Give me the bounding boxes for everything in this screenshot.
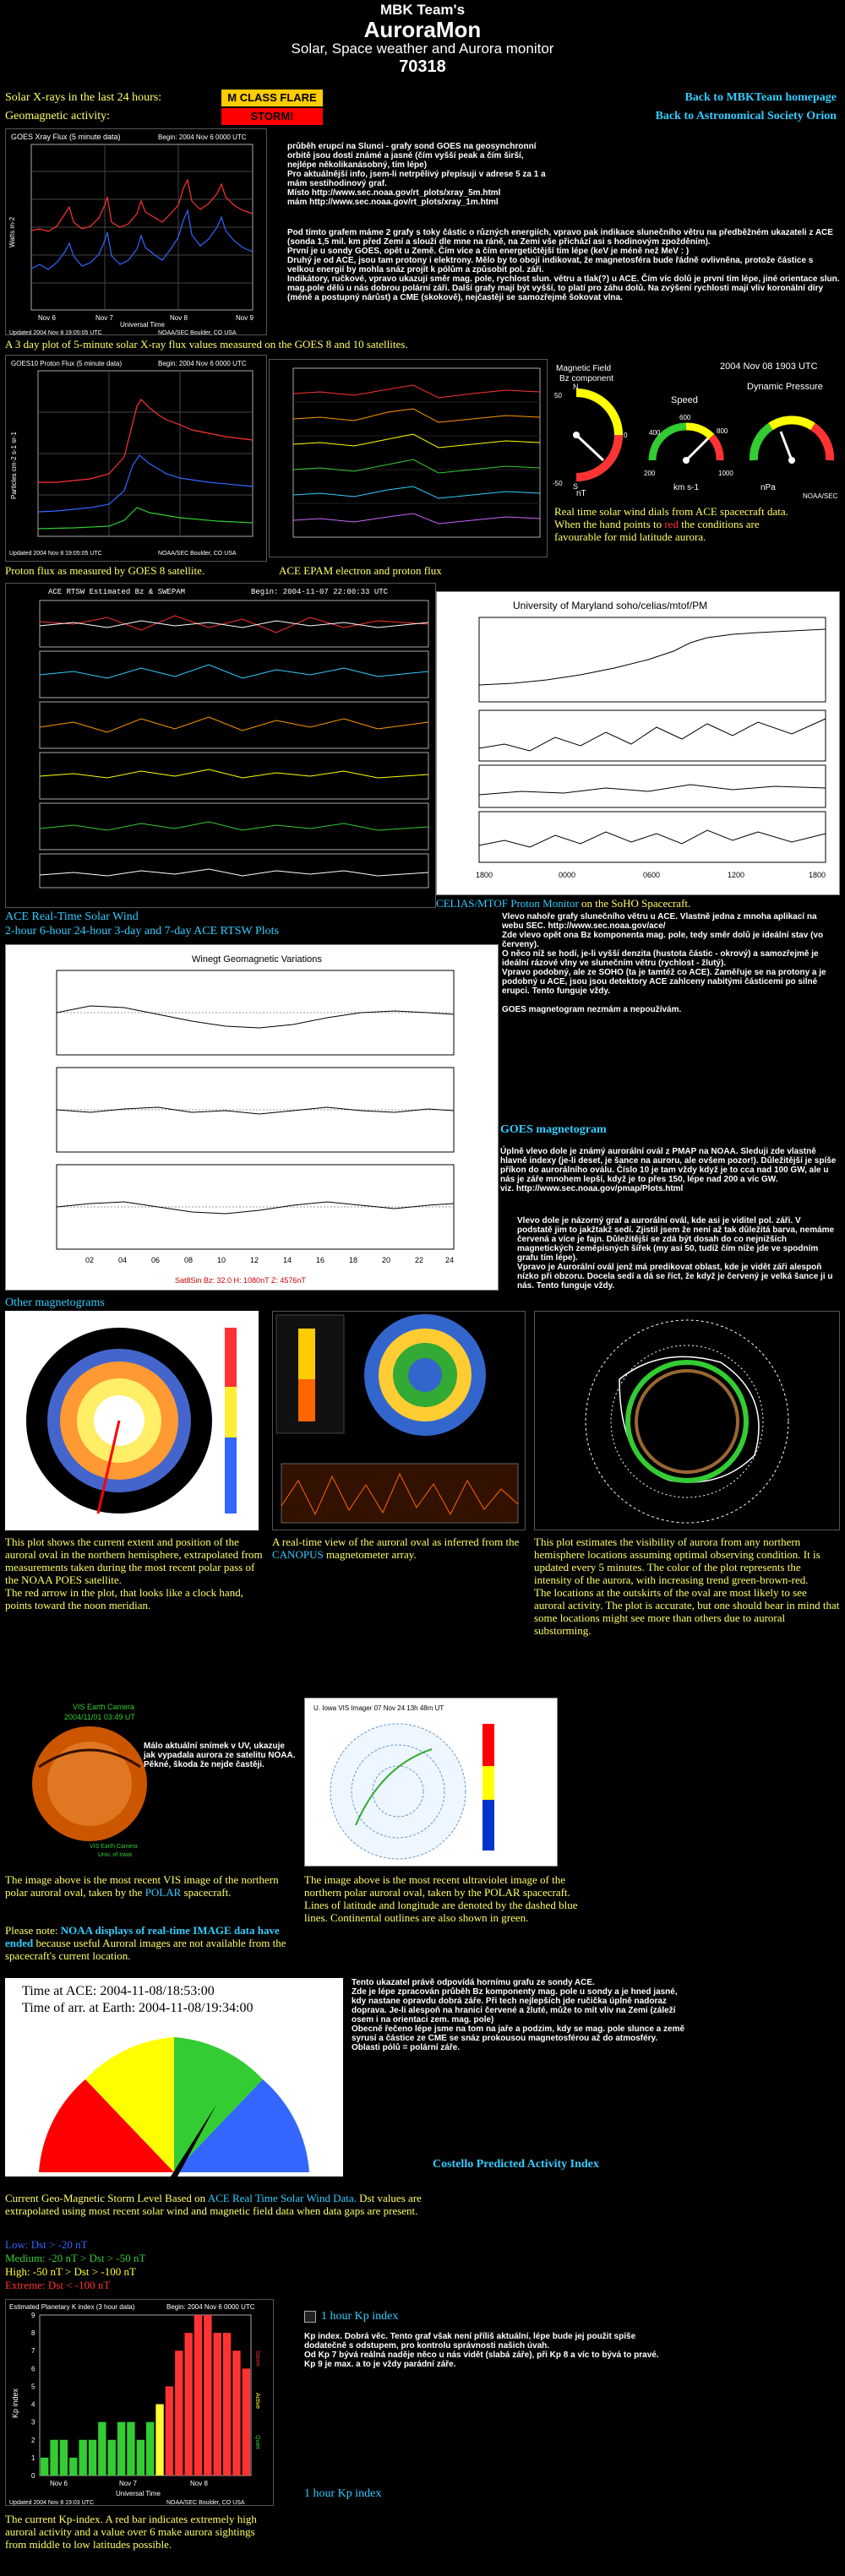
epam-caption: ACE EPAM electron and proton flux — [279, 564, 442, 577]
kp-bar — [194, 2315, 202, 2475]
bz-title: Magnetic Field — [556, 364, 612, 373]
speed-unit: km s-1 — [673, 483, 699, 492]
mag-x-20: 20 — [382, 1256, 391, 1264]
kp-bar — [127, 2422, 134, 2475]
dst-legend — [5, 2238, 145, 2292]
kp-begin: Begin: 2004 Nov 6 0000 UTC — [166, 2303, 255, 2311]
proton-cz-note: Pod tímto grafem máme 2 grafy s toky částic o různých energiích, vpravo pak indikace slunečního větru na předběžném ukazateli z ACE (sonda 1,5 mil. km před Zemí a slouží dle mne na ráně, na Zemi vše přichází asi s hodinovým zpožděním). První je u sondy GOES, opět u Země. Čím více a čím energetičtější tím lépe (keV je méně než MeV : ) Druhý je od ACE, jsou tam protony i elektrony. Mělo by to obojí indikovat, že magnetosféra bude řádně ovlivněna, protože částice s velkou energií by mohla snáz projít k pólům a způsobit pol. záři. Indikátory, ručkové, vpravo ukazují směr mag. pole, rychlost slun. větru a tlak(?) u ACE. Čím víc dolů je první tím lépe, jiné orientace slun. mag.pole dělú u nás dobrou polární záři. Další grafy mají být vyšší, to platí pro záhu dolů. Na zvýšení rychlosti mají vliv koronální díry (méně a postupný nárůst) a CME (skokově), nejčastěji se samozřejmě šokovat vlna. — [287, 228, 840, 302]
ace-rtsw-chart — [6, 584, 437, 909]
polar-link[interactable]: POLAR — [144, 1886, 182, 1899]
celias-day-4: 1200 — [728, 871, 745, 879]
note-bold[interactable]: NOAA displays of real-time IMAGE data have ended — [5, 1924, 280, 1949]
ace-rtsw-plot — [5, 583, 436, 908]
kp-bar — [60, 2440, 68, 2475]
kp-day-2: Nov 7 — [119, 2480, 137, 2487]
costello-caption-b: Dst values are extrapolated using most recent solar wind and magnetic field data when data gaps are present. — [5, 2192, 422, 2217]
vis-earth-svg — [5, 1699, 153, 1860]
proton-flux-chart — [6, 356, 268, 562]
kp-ytick: 9 — [31, 2312, 35, 2319]
kp-ytick: 6 — [31, 2365, 35, 2373]
speed-tick-1000: 1000 — [718, 470, 733, 477]
kp-label-quiet: Quiet — [254, 2435, 260, 2449]
dp-credit: NOAA/SEC — [803, 492, 838, 500]
proton-caption: Proton flux as measured by GOES 8 satellite. — [5, 564, 205, 577]
geomag-storm-badge: STORM! — [221, 108, 323, 125]
dp-needle — [781, 432, 792, 460]
gauge-caption — [554, 505, 808, 543]
goes-magnetogram-plot — [5, 944, 499, 1291]
goes-magnetogram-link[interactable]: GOES magnetogram — [500, 1123, 607, 1136]
dp-unit: nPa — [760, 483, 776, 492]
vis-caption-b: spacecraft. — [183, 1886, 232, 1899]
gauge-caption-red: red — [664, 518, 679, 530]
visibility-map-svg — [535, 1312, 841, 1531]
xray-flare-badge: M CLASS FLARE — [221, 90, 323, 106]
geomag-status-label: Geomagnetic activity: — [5, 110, 111, 122]
xray-series-short — [31, 210, 253, 269]
xray-caption: A 3 day plot of 5-minute solar X-ray flux values measured on the GOES 8 and 10 satellites. — [5, 338, 408, 351]
kp-day-1: Nov 6 — [50, 2480, 68, 2487]
kp-bar — [184, 2333, 192, 2475]
proton-series-green — [38, 508, 253, 529]
uvi-polar-image — [304, 1698, 558, 1867]
speed-tick-600: 600 — [679, 414, 691, 421]
kp-credit: NOAA/SEC Boulder, CO USA — [166, 2500, 245, 2506]
kp-ytick: 5 — [31, 2383, 35, 2391]
canopus-oval-image — [272, 1311, 526, 1530]
bz-tick-zero: 0 — [624, 432, 628, 439]
solar-wind-gauges — [551, 359, 842, 503]
ace-rtsw-plots-link[interactable]: 2-hour 6-hour 24-hour 3-day and 7-day ACE RTSW Plots — [5, 925, 279, 937]
vis-footer-2: Univ. of Iowa — [98, 1852, 132, 1858]
speed-tick-800: 800 — [717, 427, 728, 435]
rtsw-begin: Begin: 2004-11-07 22:00:33 UTC — [251, 588, 389, 596]
kp-ytick: 8 — [31, 2329, 35, 2338]
mag-x-02: 02 — [85, 1256, 95, 1264]
costello-gauge — [5, 1978, 343, 2177]
vis-caption — [5, 1873, 292, 1899]
celias-day-5: 1800 — [809, 871, 826, 879]
celias-day-2: 0000 — [559, 871, 576, 879]
xray-day-1: Nov 6 — [38, 314, 56, 322]
kp-hour-title-row — [304, 2310, 659, 2323]
kp-day-3: Nov 8 — [190, 2480, 208, 2487]
xray-status-label: Solar X-rays in the last 24 hours: — [5, 91, 162, 104]
site-title: AuroraMon — [363, 17, 482, 42]
celias-title: University of Maryland soho/celias/mtof/PM — [513, 600, 708, 611]
celias-link-row — [436, 897, 842, 910]
gauges-svg — [551, 359, 842, 503]
canopus-caption-b: magnetometer array. — [325, 1548, 417, 1561]
kp-title: Estimated Planetary K index (3 hour data) — [9, 2303, 135, 2311]
mag-x-06: 06 — [151, 1256, 161, 1264]
speed-needle — [686, 438, 708, 460]
site-subtitle: Solar, Space weather and Aurora monitor — [291, 41, 554, 57]
kp-ticks — [31, 2312, 35, 2480]
speed-title: Speed — [671, 395, 698, 405]
proton-series-blue — [38, 455, 253, 512]
poes-caption: This plot shows the current extent and position of the auroral oval in the northern hemisphere, extrapolated from measurements taken during the most recent polar pass of the NOAA POES satellite. The red arrow in the plot, that looks like a clock hand, points toward the noon meridian. — [5, 1535, 263, 1611]
kp-bar — [69, 2458, 77, 2475]
note-suffix: because useful Auroral images are not available from the spacecraft's current location. — [5, 1937, 286, 1962]
kp-bars — [41, 2315, 250, 2475]
xray-credit: NOAA/SEC Boulder, CO USA — [158, 330, 237, 336]
kp-bar — [223, 2333, 231, 2475]
bz-subtitle: Bz component — [559, 374, 613, 383]
image-placeholder-icon — [304, 2311, 316, 2323]
celias-cz-note: Vlevo nahoře grafy slunečního větru u ACE. Vlastně jedna z mnoha aplikací na webu SEC. http://www.sec.noaa.gov/ace/ Zde vlevo opět ona Bz komponenta mag. pole, tedy směr dolů je ideální stav (vo červeny). O něco níž se hodí, je-li vyšší denzita (hustota částic - okrový) a samozřejmě je ideální rázové vlny ve slunečním větru (rychlost - žlutý). Vpravo podobný, ale ze SOHO (ta je tamtéž co ACE). Zaměřuje se na protony a je podobný u ACE, jsou jsou detektory ACE zahlceny nabitými částicemi po silné erupci. Tento funguje vždy. GOES magnetogram nezmám a nepoužívám. — [502, 912, 826, 1014]
vis-footer: VIS Earth Camera — [90, 1844, 138, 1850]
uvi-title: U. Iowa VIS Imager 07 Nov 24 13h 48m UT — [313, 1704, 444, 1712]
mag-x-22: 22 — [415, 1256, 424, 1264]
xray-title: GOES Xray Flux (5 minute data) — [11, 133, 121, 141]
magnetogram-footer: Sat8Sin Bz: 32.0 H: 1080nT Z: 4576nT — [175, 1276, 306, 1285]
page-header — [0, 2, 845, 77]
mag-x-12: 12 — [250, 1256, 259, 1264]
proton-begin: Begin: 2004 Nov 6 0000 UTC — [158, 360, 247, 367]
celias-chart — [437, 592, 841, 896]
xray-day-2: Nov 7 — [95, 314, 113, 322]
costello-cz-note: Tento ukazatel právě odpovídá hornímu grafu ze sondy ACE. Zde je lépe zpracován průběh Bz komponenty mag. pole u sondy a je hned jasné, kdy nastane opravdu dobrá záře. Při tech nejlepších jde ručička úplně nadoraz doprava. Je-li alespoň na hranici červené a žluté, může to mít vliv na Zemi (záleží osem i na orientaci zem. mag. pole) Obecně řečeno lépe jsme na tom na jaře a podzim, kdy se mag. pole slunce a země syrusí a částice ze CME se snáz prokousou magnetosférou až do atmosféry. Oblasti pólů = polární záře. — [352, 1978, 685, 2052]
oval-cz-note: Vlevo dole je názorný graf a aurorální ovál, kde asi je viditel pol. záři. V podstatě jim to jakžtakž sedí. Zjistil jsem že není až tak důležitá barva, nemáme červená a více je fajn. Důležitější se zdá být dosah do co nejnižších magnetických zeměpisných šířek (my asi 50, tudíž čím níže jde ve spodním grafu tím lépe). Vpravo je Aurorální ovál jenž má predikovat oblast, kde je vidět záři alespoň nízko při obzoru. Docela sedí a dá se říct, že když je červený je velká šance ji u nás. Tento funguje vždy. — [517, 1216, 835, 1291]
aurora-visibility-map — [534, 1311, 840, 1530]
mag-x-10: 10 — [217, 1256, 226, 1264]
gauge-caption-b: the conditions are favourable for mid latitude aurora. — [554, 518, 760, 543]
vis-caption-a: The image above is the most recent VIS image of the northern polar auroral oval, taken by the — [5, 1873, 279, 1899]
proton-credit: NOAA/SEC Boulder, CO USA — [158, 551, 237, 557]
gauge-caption-a: Real time solar wind dials from ACE spacecraft data. When the hand points to — [554, 505, 788, 530]
kp-bar — [117, 2422, 125, 2475]
kp-bar — [214, 2333, 221, 2475]
kp-bar — [98, 2422, 106, 2475]
bz-unit: nT — [576, 489, 586, 498]
ace-rtsw-data-link[interactable]: ACE Real Time Solar Wind Data. — [207, 2192, 357, 2204]
kp-bar — [50, 2440, 57, 2475]
celias-proton-plot — [436, 591, 840, 895]
xray-yaxis: Watts m-2 — [8, 216, 16, 247]
xray-cz-note: průběh erupcí na Slunci - grafy sond GOES na geosynchronní orbitě jsou dosti známé a jasné (čím vyšší peak a čím širší, nejlépe několikanásobný, tím lépe) Pro aktuálnější info, jsem-li netrpělivý přepísuji v adrese 5 za 1 a mám sestihodinový graf. Místo http://www.sec.noaa.gov/rt_plots/xray_5m.html mám http://www.sec.noaa.gov/rt_plots/xray_1m.html — [287, 142, 546, 207]
mag-x-16: 16 — [316, 1256, 325, 1264]
speed-tick-200: 200 — [644, 470, 656, 477]
xray-xaxis: Universal Time — [120, 321, 165, 329]
dst-medium: Medium: -20 nT > Dst > -50 nT — [5, 2252, 146, 2264]
orion-link[interactable]: Back to Astronomical Society Orion — [655, 110, 837, 122]
mag-x-18: 18 — [349, 1256, 358, 1264]
kp-xaxis: Universal Time — [116, 2490, 161, 2497]
kp-index-chart — [6, 2300, 275, 2507]
kp-bar — [243, 2368, 250, 2475]
kp-yaxis: Kp index — [11, 2388, 19, 2418]
celias-link-suffix: on the SoHO Spacecraft. — [581, 897, 691, 910]
canopus-link[interactable]: CANOPUS — [272, 1548, 324, 1561]
costello-time-ace: Time at ACE: 2004-11-08/18:53:00 — [22, 1984, 215, 1998]
kp-bar — [155, 2405, 163, 2475]
poes-oval-svg — [5, 1311, 259, 1530]
pmap-cz-note: Úplně vlevo dole je známý aurorální ovál z PMAP na NOAA. Sleduji zde vlastně hlavně indexy (je-li deset, je šance na auroru, ale ovšem pozor!). Důležitější je spíše příkon do aurorálního oválu. Číslo 10 je tam vždy když je to cca nad 100 GW, ale u nás je záře mnohem lepší, když je to přes 150, lépe nad 200 a víc GW. viz. http://www.sec.noaa.gov/pmap/Plots.html — [500, 1147, 837, 1193]
kp-hour-link[interactable]: 1 hour Kp index — [321, 2310, 399, 2323]
vis-earth-image — [5, 1699, 153, 1860]
note-prefix: Please note: — [5, 1924, 58, 1937]
vis-title: VIS Earth Camera — [73, 1703, 135, 1711]
kp-index-plot — [5, 2299, 274, 2506]
celias-day-3: 0600 — [643, 871, 661, 879]
kp-bar — [79, 2440, 86, 2475]
mag-x-24: 24 — [445, 1256, 455, 1264]
dst-extreme: Extreme: Dst < -100 nT — [5, 2279, 111, 2291]
xray-flux-chart — [6, 129, 268, 336]
xray-flux-plot — [5, 128, 267, 335]
kp-bar — [146, 2422, 154, 2475]
costello-caption — [5, 2192, 478, 2217]
dst-high: High: -50 nT > Dst > -100 nT — [5, 2265, 136, 2278]
rtsw-title: ACE RTSW Estimated Bz & SWEPAM — [48, 588, 186, 596]
kp-caption: The current Kp-index. A red bar indicates extremely high auroral activity and a value over 6 make aurora sightings from middle to low latitudes possible. — [5, 2513, 257, 2551]
xray-begin: Begin: 2004 Nov 6 0000 UTC — [158, 133, 247, 141]
bz-tick-plus: 50 — [554, 392, 562, 399]
epam-flux-plot — [269, 359, 548, 557]
kp-ytick: 2 — [31, 2436, 35, 2444]
kp-bar — [204, 2315, 211, 2475]
celias-day-1: 1800 — [476, 871, 493, 879]
mag-x-08: 08 — [184, 1256, 194, 1264]
mag-x-04: 04 — [118, 1256, 128, 1264]
proton-updated: Updated 2004 Nov 8 19:05:05 UTC — [9, 551, 102, 557]
vis-date: 2004/11/01 03:49 UT — [64, 1713, 135, 1721]
bz-tick-n: N — [573, 383, 579, 391]
home-link[interactable]: Back to MBKTeam homepage — [684, 91, 837, 104]
kp-bar — [232, 2350, 240, 2475]
costello-time-earth: Time of arr. at Earth: 2004-11-08/19:34:00 — [22, 2001, 254, 2015]
uvi-caption: The image above is the most recent ultraviolet image of the northern polar auroral oval, taken by the POLAR spacecraft. Lines of latitude and longitude are denoted by the dashed blue lines. Continental outlines are also shown in green. — [304, 1873, 578, 1924]
poes-oval-image — [5, 1311, 259, 1530]
speed-tick-400: 400 — [649, 429, 661, 437]
kp-bar — [175, 2350, 183, 2475]
canopus-caption-a: A real-time view of the auroral oval as inferred from the — [272, 1535, 520, 1548]
costello-link[interactable]: Costello Predicted Activity Index — [433, 2158, 599, 2171]
kp-ytick: 1 — [31, 2454, 35, 2462]
kp-bar — [137, 2440, 144, 2475]
kp-label-active: Active — [254, 2393, 260, 2410]
canopus-caption — [272, 1535, 526, 1561]
magnetogram-chart — [6, 945, 499, 1291]
xray-series-long — [31, 180, 253, 231]
kp-ytick: 4 — [31, 2400, 35, 2409]
kp-updated: Updated 2004 Nov 8 19:03 UTC — [9, 2500, 95, 2506]
bz-tick-minus: -50 — [553, 480, 563, 487]
uvi-svg — [305, 1698, 559, 1867]
bz-needle — [576, 435, 603, 460]
magnetogram-title: Winegt Geomagnetic Variations — [192, 954, 322, 965]
kp-ytick: 3 — [31, 2418, 35, 2427]
kp-bar — [89, 2440, 96, 2475]
other-magnetograms-link[interactable]: Other magnetograms — [5, 1296, 105, 1309]
gauge-date: 2004 Nov 08 1903 UTC — [720, 361, 818, 372]
kp-cz-note: Kp index. Dobrá věc. Tento graf však není příliš aktuální, lépe bude jej použit spíše dodatečně s odstupem, pro kontrolu správnosti našich úvah. Od Kp 7 bývá reálná naděje něco u nás vidět (slabá záře), při Kp 8 a víc to bývá to pravé. Kp 9 je max. a to je vždy parádní záře. — [304, 2332, 659, 2369]
xray-day-4: Nov 9 — [236, 314, 254, 322]
costello-svg — [5, 1978, 343, 2177]
noaa-note — [5, 1924, 301, 1962]
mag-x-14: 14 — [283, 1256, 292, 1264]
dp-title: Dynamic Pressure — [747, 382, 823, 392]
kp-label-storm: Storm — [254, 2350, 260, 2367]
canopus-svg — [273, 1312, 526, 1531]
kp-ytick: 0 — [31, 2472, 35, 2480]
kp-bar — [108, 2440, 116, 2475]
costello-caption-a: Current Geo-Magnetic Storm Level Based on — [5, 2192, 206, 2204]
kp-ytick: 7 — [31, 2347, 35, 2356]
proton-title: GOES10 Proton Flux (5 minute data) — [11, 360, 123, 367]
celias-link[interactable]: CELIAS/MTOF Proton Monitor — [436, 897, 579, 910]
ace-rtsw-link[interactable]: ACE Real-Time Solar Wind — [5, 910, 139, 923]
team-name: MBK Team's — [379, 2, 466, 18]
proton-flux-plot — [5, 355, 267, 562]
xray-day-3: Nov 8 — [170, 314, 188, 322]
bz-tick-s: S — [573, 482, 579, 491]
kp-hour-panel — [304, 2310, 659, 2369]
kp-bar — [41, 2458, 48, 2475]
vis-cz-note: Málo aktuální snímek v UV, ukazuje jak vypadala aurora ze satelitu NOAA. Pěkné, škoda že nejde častěji. — [144, 1742, 296, 1769]
proton-yaxis: Particles cm-2 s-1 sr-1 — [10, 431, 18, 499]
dst-low: Low: Dst > -20 nT — [5, 2238, 88, 2251]
kp-hour-link-bottom[interactable]: 1 hour Kp index — [304, 2487, 382, 2500]
kp-bar — [166, 2386, 173, 2475]
epam-flux-chart — [270, 360, 548, 558]
visibility-caption: This plot estimates the visibility of aurora from any northern hemisphere locations assuming optimal observing condition. It is updated every 5 minutes. The color of the plot represents the intensity of the aurora, with increasing trend green-brown-red. The locations at the outskirts of the oval are most likely to see auroral activity. The plot is accurate, but one should bear in mind that some locations might see more than others due to auroral substorming. — [534, 1535, 840, 1637]
xray-updated: Updated 2004 Nov 8 19:05:05 UTC — [9, 330, 102, 336]
visit-counter: 70318 — [399, 57, 446, 76]
